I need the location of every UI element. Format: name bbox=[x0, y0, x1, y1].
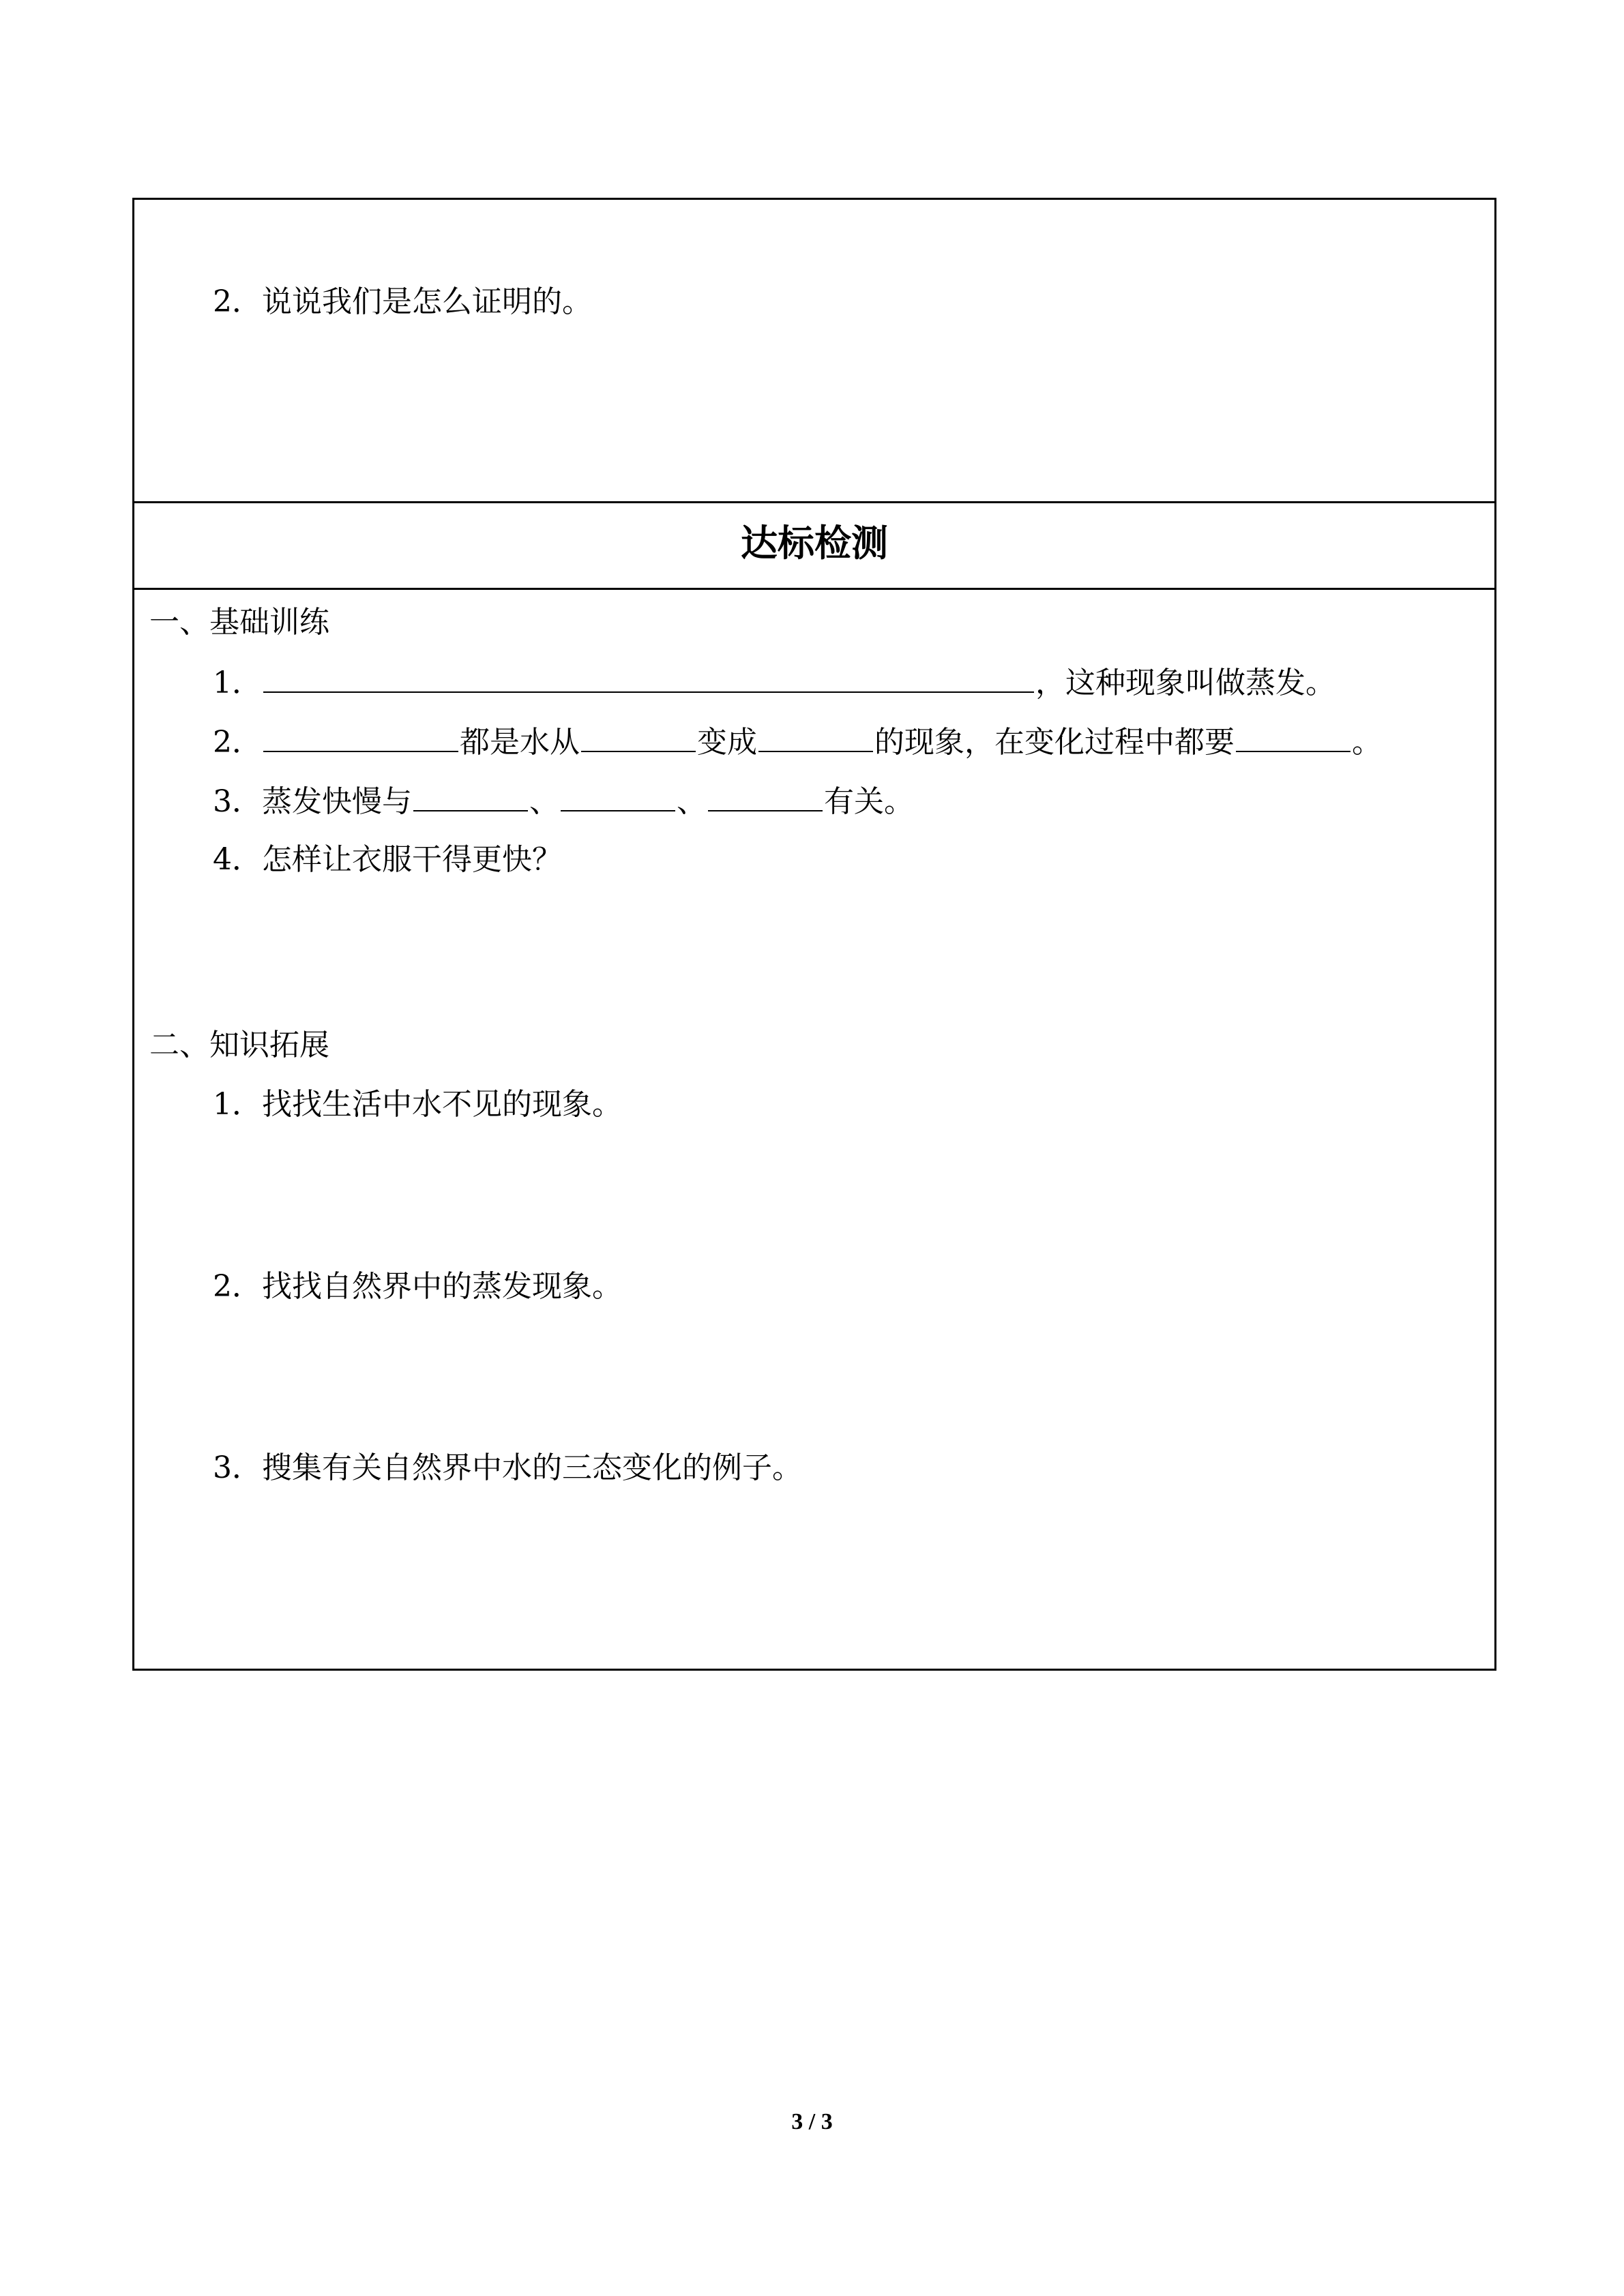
separator: 、 bbox=[677, 784, 707, 819]
question-number: 4． bbox=[213, 842, 262, 877]
exercise-cell bbox=[134, 590, 1494, 1669]
question-text: 搜集有关自然界中水的三态变化的例子。 bbox=[262, 1450, 802, 1485]
previous-question-cell bbox=[134, 200, 1494, 503]
question-text: 蒸发快慢与 bbox=[262, 784, 412, 819]
basic-training-label: 一、基础训练 bbox=[149, 605, 329, 640]
answer-blank[interactable] bbox=[561, 780, 675, 811]
question-number: 2． bbox=[213, 725, 262, 760]
question-number: 1． bbox=[213, 666, 262, 700]
question-text: 有关。 bbox=[824, 784, 914, 819]
question-number: 3． bbox=[213, 1450, 262, 1485]
question-text: 变成 bbox=[697, 725, 757, 760]
question-text: 说说我们是怎么证明的。 bbox=[262, 284, 592, 319]
extension-q1 bbox=[213, 1084, 622, 1125]
basic-q2 bbox=[213, 721, 1382, 763]
answer-blank[interactable] bbox=[581, 721, 696, 752]
question-text: 都是水从 bbox=[460, 725, 580, 760]
question-text: 找找生活中水不见的现象。 bbox=[262, 1087, 622, 1122]
question-text: 怎样让衣服干得更快？ bbox=[262, 842, 562, 877]
extension-q3 bbox=[213, 1448, 802, 1489]
answer-blank[interactable] bbox=[263, 721, 458, 752]
question-number: 2． bbox=[213, 1269, 262, 1304]
question-prove bbox=[213, 282, 592, 323]
question-text: 找找自然界中的蒸发现象。 bbox=[262, 1269, 622, 1304]
answer-blank[interactable] bbox=[413, 780, 528, 811]
question-text: ，这种现象叫做蒸发。 bbox=[1035, 666, 1335, 700]
answer-blank[interactable] bbox=[263, 661, 1034, 693]
extension-label: 二、知识拓展 bbox=[149, 1028, 329, 1062]
heading-cell bbox=[134, 501, 1494, 590]
extension-q2 bbox=[213, 1266, 622, 1307]
basic-q4 bbox=[213, 839, 562, 880]
section-heading: 达标检测 bbox=[741, 522, 888, 565]
question-number: 1． bbox=[213, 1087, 262, 1122]
worksheet-table bbox=[132, 198, 1496, 1671]
answer-blank[interactable] bbox=[1236, 721, 1350, 752]
question-text: 。 bbox=[1352, 725, 1382, 760]
basic-q3 bbox=[213, 780, 914, 822]
question-text: 的现象，在变化过程中都要 bbox=[874, 725, 1235, 760]
page-number: 3 / 3 bbox=[791, 2109, 833, 2134]
answer-blank[interactable] bbox=[708, 780, 823, 811]
question-number: 2． bbox=[213, 284, 262, 319]
basic-q1 bbox=[213, 661, 1335, 704]
answer-blank[interactable] bbox=[758, 721, 873, 752]
question-number: 3． bbox=[213, 784, 262, 819]
separator: 、 bbox=[529, 784, 559, 819]
